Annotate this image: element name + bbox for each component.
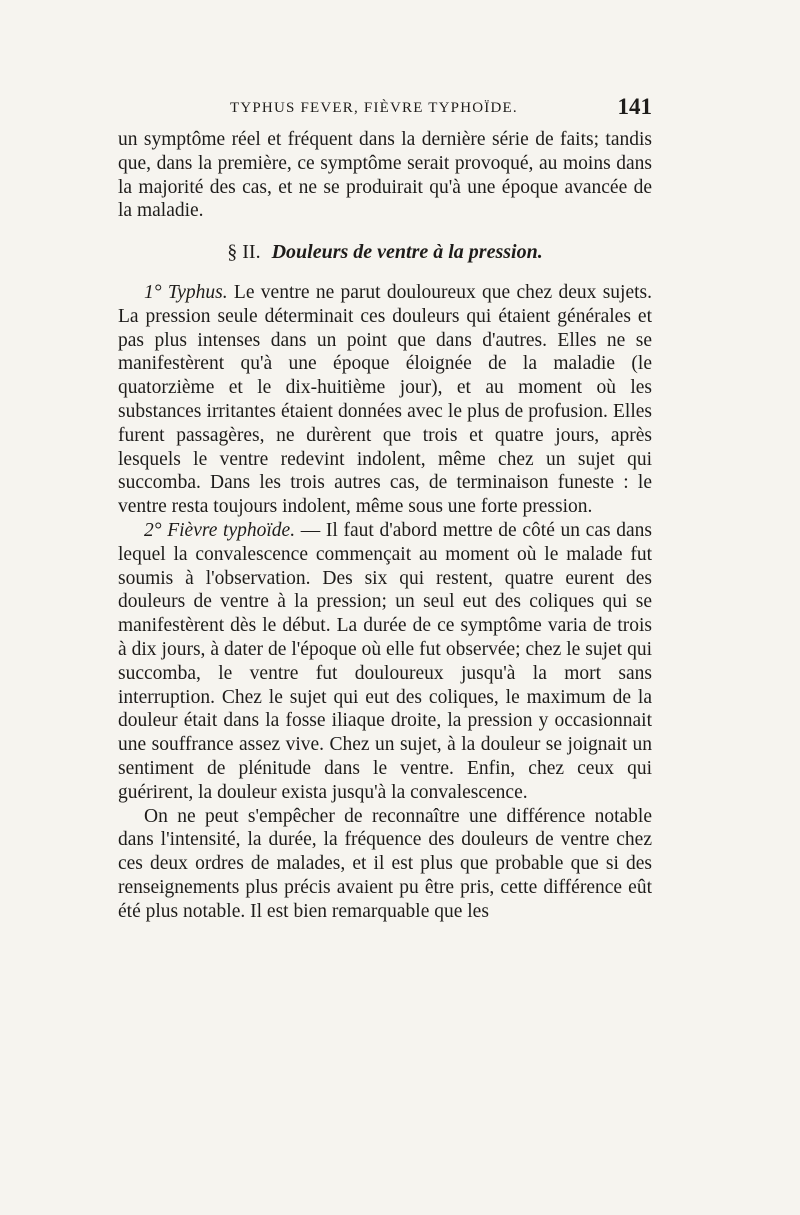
paragraph-label-fievre: 2° Fièvre typhoïde. (144, 519, 296, 541)
page-number: 141 (617, 94, 652, 119)
section-number: § II. (227, 241, 261, 264)
paragraph-text-typhus: Le ventre ne parut douloureux que chez deux sujets. La pression seule déterminait ces douleurs qui étaient générales et pas plus intenses dans un point que dans d'autres. Elles ne se manifestèrent qu'à une époque éloignée de la maladie (le quatorzième et le dix-huitième jour), et au moment où les substances irritantes étaient données avec le plus de profusion. Elles furent passagères, ne durèrent que trois et quatre jours, après lesquels le ventre redevint indolent, même chez un sujet qui succomba. Dans les trois autres cas, de terminaison funeste : le ventre resta toujours indolent, même sous une forte pression. (118, 281, 652, 518)
paragraph-fievre-typhoide (118, 519, 652, 805)
section-title: Douleurs de ventre à la pression. (271, 241, 543, 264)
paragraph-text-fievre: — Il faut d'abord mettre de côté un cas dans lequel la convalescence commençait au moment où le malade fut soumis à l'observation. Des six qui restent, quatre eurent des douleurs de ventre à la pression; un seul eut des coliques qui se manifestèrent dès le début. La durée de ce symptôme varia de trois à dix jours, à dater de l'époque où elle fut observée; chez le sujet qui succomba, le ventre fut douloureux jusqu'à la mort sans interruption. Chez le sujet qui eut des coliques, le maximum de la douleur était dans la fosse iliaque droite, la pression y occasionnait une souffrance assez vive. Chez un sujet, à la douleur se joignait un sentiment de plénitude dans le ventre. Enfin, chez ceux qui guérirent, la douleur exista jusqu'à la convalescence. (118, 519, 652, 803)
section-heading (118, 241, 652, 265)
paragraph-continuation: un symptôme réel et fréquent dans la dernière série de faits; tandis que, dans la première, ce symptôme serait provoqué, au moins dans la majorité des cas, et ne se produirait qu'à une époque avancée de la maladie. (118, 129, 652, 222)
paragraph-label-typhus: 1° Typhus. (144, 281, 228, 303)
running-head: TYPHUS FEVER, FIÈVRE TYPHOÏDE. (230, 100, 518, 116)
paragraph-conclusion: On ne peut s'empêcher de reconnaître une différence notable dans l'intensité, la durée, la fréquence des douleurs de ventre chez ces deux ordres de malades, et il est plus que probable que si des renseignements plus précis avaient pu être pris, cette différence eût été plus notable. Il est bien remarquable que les (118, 805, 652, 922)
page-header (118, 94, 652, 124)
body-text (118, 128, 652, 924)
paragraph-typhus (118, 281, 652, 519)
